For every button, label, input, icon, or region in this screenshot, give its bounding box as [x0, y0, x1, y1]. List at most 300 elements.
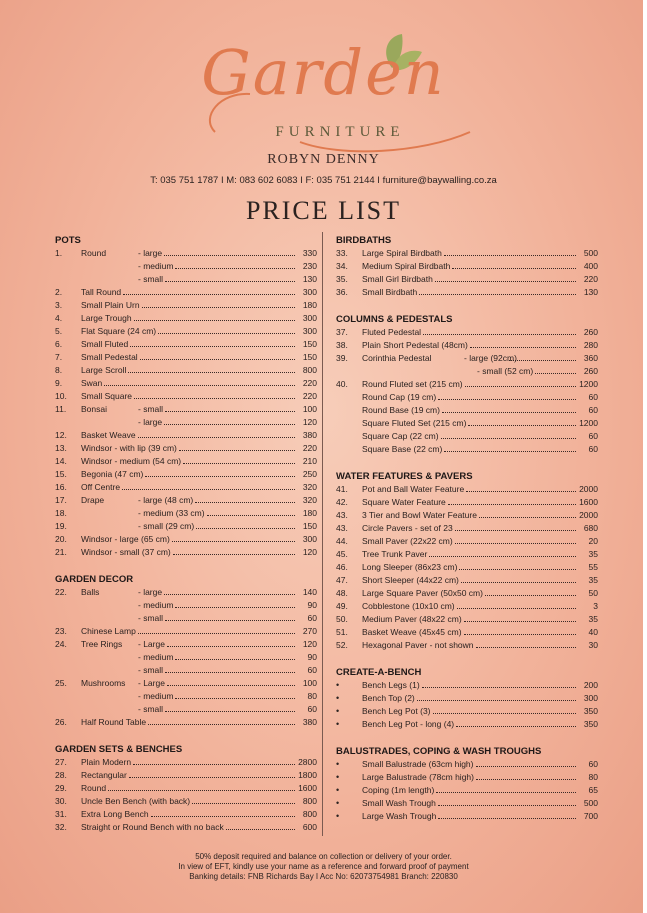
- item-price: 120: [302, 639, 317, 649]
- dot-leader: [130, 346, 295, 347]
- item-number: 13.: [55, 443, 67, 453]
- price-row: [55, 520, 317, 533]
- item-name: Basket Weave: [81, 430, 136, 440]
- dot-leader: [444, 451, 576, 452]
- item-name: Windsor - large (65 cm): [81, 534, 170, 544]
- item-name: Large Trough: [81, 313, 132, 323]
- dot-leader: [134, 398, 295, 399]
- price-row: [55, 612, 317, 625]
- dot-leader: [455, 530, 576, 531]
- price-row: [55, 429, 317, 442]
- item-price: 60: [307, 613, 317, 623]
- price-row: [55, 468, 317, 481]
- bullet-icon: •: [336, 693, 340, 703]
- item-price: 300: [302, 534, 317, 544]
- item-price: 80: [307, 691, 317, 701]
- item-name: Small Girl Birdbath: [362, 274, 433, 284]
- dot-leader: [442, 412, 576, 413]
- item-variant: - medium: [138, 600, 174, 610]
- item-price: 180: [302, 508, 317, 518]
- dot-leader: [429, 556, 576, 557]
- bullet-icon: •: [336, 706, 340, 716]
- item-name: Small Birdbath: [362, 287, 418, 297]
- price-row: [55, 481, 317, 494]
- item-name: Mushrooms: [81, 678, 126, 688]
- item-price: 350: [583, 706, 598, 716]
- price-row: [55, 364, 317, 377]
- price-row: [336, 587, 598, 600]
- dot-leader: [165, 281, 295, 282]
- price-row: [55, 599, 317, 612]
- item-number: 25.: [55, 678, 67, 688]
- price-row: [336, 561, 598, 574]
- item-number: 2.: [55, 287, 63, 297]
- item-name: Chinese Lamp: [81, 626, 136, 636]
- dot-leader: [129, 777, 295, 778]
- price-row: [55, 651, 317, 664]
- item-variant: - medium: [138, 652, 174, 662]
- item-price: 500: [583, 798, 598, 808]
- price-row: [336, 286, 598, 299]
- item-price: 90: [307, 600, 317, 610]
- price-row: [55, 299, 317, 312]
- dot-leader: [207, 515, 295, 516]
- price-section: [336, 666, 598, 731]
- item-price: 1800: [298, 770, 317, 780]
- dot-leader: [151, 816, 295, 817]
- item-number: 49.: [336, 601, 348, 611]
- item-price: 250: [302, 469, 317, 479]
- item-name: Plain Short Pedestal (48cm): [362, 340, 468, 350]
- dot-leader: [173, 554, 295, 555]
- item-number: 4.: [55, 313, 63, 323]
- item-name: Large Wash Trough: [362, 811, 437, 821]
- dot-leader: [128, 372, 295, 373]
- item-name: Small Pedestal: [81, 352, 138, 362]
- item-name: Round Cap (19 cm): [362, 392, 437, 402]
- item-name: Plain Modern: [81, 757, 132, 767]
- price-row: [55, 390, 317, 403]
- item-name: Large Square Paver (50x50 cm): [362, 588, 483, 598]
- bullet-icon: •: [336, 772, 340, 782]
- item-price: 210: [302, 456, 317, 466]
- item-number: 21.: [55, 547, 67, 557]
- section-title: POTS: [55, 235, 81, 246]
- item-variant: - small: [138, 704, 164, 714]
- price-section: [336, 234, 598, 299]
- item-number: 11.: [55, 404, 67, 414]
- item-variant: - small: [138, 665, 164, 675]
- dot-leader: [165, 672, 295, 673]
- dot-leader: [140, 359, 295, 360]
- price-row: [55, 533, 317, 546]
- price-row: [55, 507, 317, 520]
- item-name: Off Centre: [81, 482, 121, 492]
- item-number: 48.: [336, 588, 348, 598]
- column-divider: [322, 232, 323, 836]
- item-variant: - large (92cm): [464, 353, 517, 363]
- item-name: Hexagonal Paver - not shown: [362, 640, 474, 650]
- dot-leader: [422, 687, 576, 688]
- bullet-icon: •: [336, 759, 340, 769]
- item-price: 65: [588, 785, 598, 795]
- item-name: Round Fluted set (215 cm): [362, 379, 463, 389]
- item-name: Rectangular: [81, 770, 127, 780]
- dot-leader: [423, 334, 576, 335]
- dot-leader: [133, 764, 295, 765]
- item-number: 47.: [336, 575, 348, 585]
- item-price: 2000: [579, 484, 598, 494]
- dot-leader: [164, 255, 295, 256]
- item-variant: - Large: [138, 678, 165, 688]
- item-price: 100: [302, 678, 317, 688]
- item-name: Begonia (47 cm): [81, 469, 144, 479]
- item-price: 2000: [579, 510, 598, 520]
- item-name: Tall Round: [81, 287, 122, 297]
- item-name: Windsor - medium (54 cm): [81, 456, 182, 466]
- price-row: [336, 810, 598, 823]
- item-number: 41.: [336, 484, 348, 494]
- dot-leader: [535, 373, 576, 374]
- item-price: 280: [583, 340, 598, 350]
- item-price: 220: [302, 443, 317, 453]
- item-price: 300: [302, 287, 317, 297]
- dot-leader: [441, 438, 576, 439]
- dot-leader: [456, 726, 576, 727]
- dot-leader: [465, 386, 576, 387]
- dot-leader: [179, 450, 295, 451]
- item-name: Large Spiral Birdbath: [362, 248, 442, 258]
- dot-leader: [165, 711, 295, 712]
- price-row: [55, 260, 317, 273]
- price-row: [336, 679, 598, 692]
- price-row: [336, 613, 598, 626]
- item-price: 680: [583, 523, 598, 533]
- price-row: [336, 352, 598, 365]
- price-row: [55, 756, 317, 769]
- item-name: Tree Rings: [81, 639, 123, 649]
- item-name: Corinthia Pedestal: [362, 353, 432, 363]
- dot-leader: [479, 517, 576, 518]
- item-price: 380: [302, 430, 317, 440]
- item-number: 31.: [55, 809, 67, 819]
- price-row: [55, 273, 317, 286]
- item-number: 52.: [336, 640, 348, 650]
- item-number: 50.: [336, 614, 348, 624]
- price-row: [336, 626, 598, 639]
- item-price: 20: [588, 536, 598, 546]
- dot-leader: [448, 504, 576, 505]
- price-row: [55, 625, 317, 638]
- item-variant: - small: [138, 274, 164, 284]
- price-row: [336, 378, 598, 391]
- price-row: [336, 784, 598, 797]
- item-price: 1600: [579, 497, 598, 507]
- dot-leader: [164, 424, 295, 425]
- item-name: Pot and Ball Water Feature: [362, 484, 465, 494]
- item-name: Bench Leg Pot - long (4): [362, 719, 455, 729]
- price-row: [55, 286, 317, 299]
- item-number: 37.: [336, 327, 348, 337]
- item-price: 150: [302, 352, 317, 362]
- item-number: 29.: [55, 783, 67, 793]
- price-row: [55, 821, 317, 834]
- item-name: 3 Tier and Bowl Water Feature: [362, 510, 477, 520]
- dot-leader: [108, 790, 295, 791]
- price-row: [336, 574, 598, 587]
- contact-line: T: 035 751 1787 I M: 083 602 6083 I F: 035 751 2144 I furniture@baywalling.co.za: [150, 175, 497, 186]
- price-row: [336, 391, 598, 404]
- price-row: [336, 247, 598, 260]
- brand-script-text: Garden: [201, 36, 446, 109]
- item-price: 360: [583, 353, 598, 363]
- item-name: Uncle Ben Bench (with back): [81, 796, 191, 806]
- dot-leader: [196, 528, 295, 529]
- section-title: GARDEN SETS & BENCHES: [55, 744, 183, 755]
- item-price: 300: [583, 693, 598, 703]
- item-name: Windsor - with lip (39 cm): [81, 443, 177, 453]
- item-name: Half Round Table: [81, 717, 147, 727]
- item-variant: - medium (33 cm): [138, 508, 205, 518]
- dot-leader: [468, 425, 576, 426]
- dot-leader: [142, 307, 295, 308]
- item-price: 300: [302, 326, 317, 336]
- dot-leader: [464, 634, 576, 635]
- dot-leader: [470, 347, 576, 348]
- dot-leader: [138, 437, 295, 438]
- item-number: 39.: [336, 353, 348, 363]
- item-number: 33.: [336, 248, 348, 258]
- item-number: 35.: [336, 274, 348, 284]
- dot-leader: [509, 360, 576, 361]
- dot-leader: [175, 607, 295, 608]
- price-section: [336, 470, 598, 652]
- price-row: [55, 664, 317, 677]
- item-number: 45.: [336, 549, 348, 559]
- item-price: 330: [302, 248, 317, 258]
- item-variant: - small: [138, 613, 164, 623]
- price-section: [336, 313, 598, 456]
- item-name: Bench Top (2): [362, 693, 415, 703]
- item-name: Small Wash Trough: [362, 798, 436, 808]
- price-row: [336, 692, 598, 705]
- item-price: 60: [588, 759, 598, 769]
- section-title: BIRDBATHS: [336, 235, 392, 246]
- footer-line: 50% deposit required and balance on collection or delivery of your order.: [195, 852, 452, 861]
- item-name: Coping (1m length): [362, 785, 435, 795]
- item-price: 80: [588, 772, 598, 782]
- footer-line: In view of EFT, kindly use your name as a reference and forward proof of payment: [178, 862, 469, 871]
- price-row: [336, 326, 598, 339]
- right-column: [336, 234, 598, 837]
- item-price: 320: [302, 495, 317, 505]
- item-price: 60: [307, 665, 317, 675]
- dot-leader: [433, 713, 576, 714]
- item-number: 8.: [55, 365, 63, 375]
- item-price: 1200: [579, 379, 598, 389]
- dot-leader: [167, 685, 295, 686]
- item-name: Medium Paver (48x22 cm): [362, 614, 462, 624]
- item-name: Long Sleeper (86x23 cm): [362, 562, 458, 572]
- item-price: 90: [307, 652, 317, 662]
- dot-leader: [165, 411, 295, 412]
- dot-leader: [104, 385, 295, 386]
- item-price: 220: [302, 378, 317, 388]
- item-number: 9.: [55, 378, 63, 388]
- item-name: Basket Weave (45x45 cm): [362, 627, 462, 637]
- item-name: Bench Legs (1): [362, 680, 420, 690]
- dot-leader: [167, 646, 295, 647]
- item-name: Small Square: [81, 391, 133, 401]
- bullet-icon: •: [336, 798, 340, 808]
- owner-name: ROBYN DENNY: [267, 152, 380, 167]
- item-price: 350: [583, 719, 598, 729]
- item-name: Fluted Pedestal: [362, 327, 422, 337]
- bullet-icon: •: [336, 785, 340, 795]
- price-section: [336, 745, 598, 823]
- price-row: [336, 417, 598, 430]
- price-row: [336, 443, 598, 456]
- dot-leader: [164, 594, 295, 595]
- dot-leader: [459, 569, 576, 570]
- item-number: 7.: [55, 352, 63, 362]
- price-row: [55, 703, 317, 716]
- price-row: [55, 338, 317, 351]
- item-number: 17.: [55, 495, 67, 505]
- item-name: Swan: [81, 378, 103, 388]
- dot-leader: [134, 320, 295, 321]
- item-variant: - medium: [138, 691, 174, 701]
- item-name: Medium Spiral Birdbath: [362, 261, 451, 271]
- dot-leader: [452, 268, 576, 269]
- item-number: 24.: [55, 639, 67, 649]
- item-name: Circle Pavers - set of 23: [362, 523, 453, 533]
- price-row: [55, 677, 317, 690]
- bullet-icon: •: [336, 680, 340, 690]
- dot-leader: [464, 621, 576, 622]
- dot-leader: [461, 582, 576, 583]
- item-name: Round Base (19 cm): [362, 405, 440, 415]
- dot-leader: [165, 620, 295, 621]
- price-row: [55, 377, 317, 390]
- item-number: 16.: [55, 482, 67, 492]
- item-number: 32.: [55, 822, 67, 832]
- dot-leader: [438, 818, 576, 819]
- item-number: 26.: [55, 717, 67, 727]
- item-number: 6.: [55, 339, 63, 349]
- item-name: Straight or Round Bench with no back: [81, 822, 224, 832]
- price-row: [336, 639, 598, 652]
- price-row: [336, 548, 598, 561]
- item-name: Square Water Feature: [362, 497, 446, 507]
- price-row: [55, 312, 317, 325]
- item-number: 10.: [55, 391, 67, 401]
- dot-leader: [438, 399, 576, 400]
- item-price: 55: [588, 562, 598, 572]
- item-variant: - Large: [138, 639, 165, 649]
- item-name: Round: [81, 783, 107, 793]
- dot-leader: [183, 463, 295, 464]
- item-price: 60: [588, 444, 598, 454]
- item-price: 35: [588, 614, 598, 624]
- dot-leader: [138, 633, 295, 634]
- price-row: [336, 430, 598, 443]
- section-title: BALUSTRADES, COPING & WASH TROUGHS: [336, 746, 542, 757]
- price-row: [336, 705, 598, 718]
- item-variant: - large: [138, 587, 163, 597]
- dot-leader: [438, 805, 576, 806]
- item-price: 30: [588, 640, 598, 650]
- item-price: 260: [583, 366, 598, 376]
- price-row: [55, 808, 317, 821]
- item-name: Square Fluted Set (215 cm): [362, 418, 467, 428]
- bullet-icon: •: [336, 811, 340, 821]
- price-section: [55, 573, 317, 729]
- item-number: 28.: [55, 770, 67, 780]
- item-name: Bench Leg Pot (3): [362, 706, 431, 716]
- dot-leader: [122, 489, 295, 490]
- price-row: [336, 339, 598, 352]
- item-price: 40: [588, 627, 598, 637]
- item-price: 50: [588, 588, 598, 598]
- item-price: 100: [302, 404, 317, 414]
- item-name: Cobblestone (10x10 cm): [362, 601, 455, 611]
- section-title: GARDEN DECOR: [55, 574, 134, 585]
- item-number: 3.: [55, 300, 63, 310]
- item-price: 1200: [579, 418, 598, 428]
- price-row: [55, 769, 317, 782]
- item-variant: - small (29 cm): [138, 521, 195, 531]
- item-number: 43.: [336, 523, 348, 533]
- item-name: Small Fluted: [81, 339, 129, 349]
- item-name: Balls: [81, 587, 100, 597]
- price-row: [336, 496, 598, 509]
- item-name: Small Plain Urn: [81, 300, 140, 310]
- item-price: 60: [307, 704, 317, 714]
- item-number: 30.: [55, 796, 67, 806]
- price-row: [55, 442, 317, 455]
- item-number: 15.: [55, 469, 67, 479]
- price-row: [55, 494, 317, 507]
- price-row: [55, 546, 317, 559]
- dot-leader: [419, 294, 576, 295]
- item-price: 180: [302, 300, 317, 310]
- item-name: Windsor - small (37 cm): [81, 547, 171, 557]
- item-number: 23.: [55, 626, 67, 636]
- item-price: 600: [302, 822, 317, 832]
- page-title: PRICE LIST: [245, 196, 402, 225]
- item-price: 1600: [298, 783, 317, 793]
- item-number: 22.: [55, 587, 67, 597]
- dot-leader: [444, 255, 576, 256]
- item-price: 120: [302, 417, 317, 427]
- item-price: 200: [583, 680, 598, 690]
- item-price: 800: [302, 809, 317, 819]
- dot-leader: [175, 698, 295, 699]
- item-name: Large Scroll: [81, 365, 127, 375]
- price-row: [336, 273, 598, 286]
- dot-leader: [485, 595, 576, 596]
- item-price: 140: [302, 587, 317, 597]
- item-number: 34.: [336, 261, 348, 271]
- item-variant: - small: [138, 404, 164, 414]
- item-number: 1.: [55, 248, 63, 258]
- item-number: 43.: [336, 510, 348, 520]
- item-number: 42.: [336, 497, 348, 507]
- price-row: [55, 690, 317, 703]
- item-variant: - small (52 cm): [477, 366, 534, 376]
- item-name: Bonsai: [81, 404, 107, 414]
